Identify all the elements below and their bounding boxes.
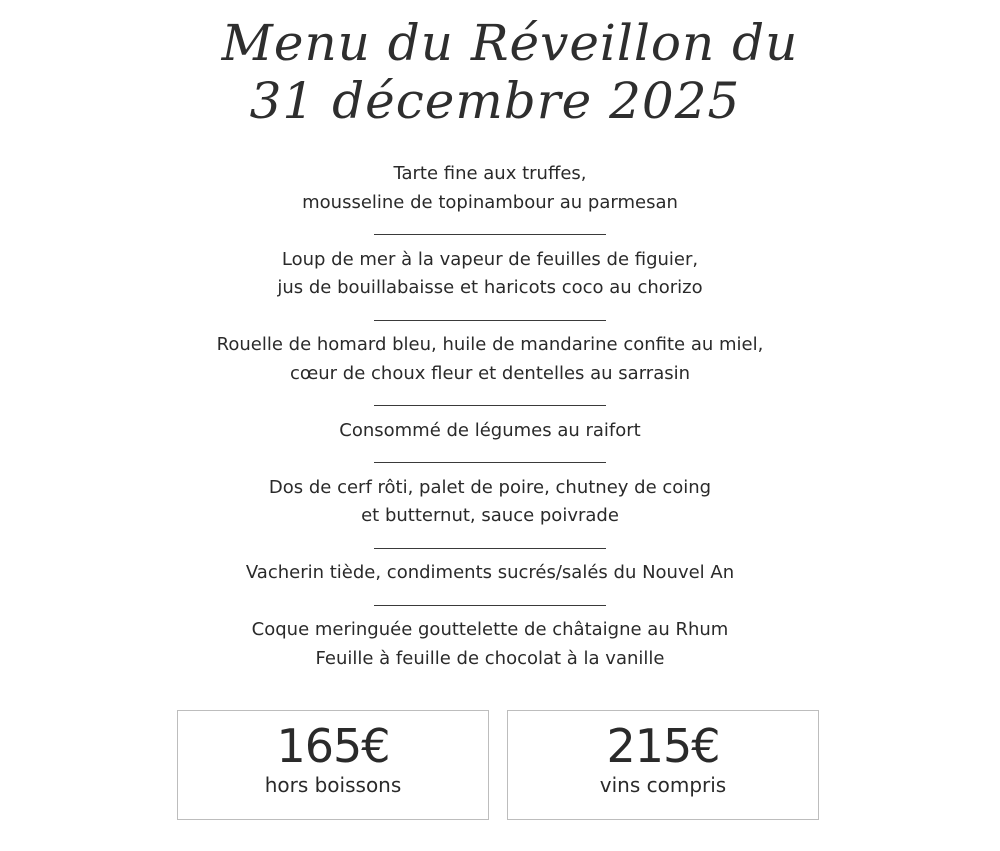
course-line: Dos de cerf rôti, palet de poire, chutney de coing [268, 476, 712, 498]
course-2 [0, 246, 980, 303]
course-6 [0, 559, 980, 588]
course-line: Consommé de légumes au raifort [339, 419, 641, 441]
price-label: hors boissons [264, 773, 402, 797]
course-divider [0, 531, 980, 560]
course-line: Vacherin tiède, condiments sucrés/salés du Nouvel An [245, 562, 735, 583]
menu-title [0, 14, 1000, 130]
course-5 [0, 474, 980, 531]
course-7 [0, 616, 980, 673]
course-line: cœur de choux fleur et dentelles au sarrasin [289, 362, 691, 384]
course-4 [0, 417, 980, 446]
course-3 [0, 331, 980, 388]
course-divider [0, 588, 980, 617]
price-box-without-drinks [177, 710, 489, 820]
menu-title-line-1: Menu du Réveillon du [221, 14, 799, 72]
course-line: Feuille à feuille de chocolat à la vanille [315, 647, 665, 669]
course-line: jus de bouillabaisse et haricots coco au chorizo [277, 277, 703, 298]
course-divider [0, 388, 980, 417]
menu-courses [0, 160, 980, 673]
course-line: mousseline de topinambour au parmesan [302, 191, 678, 213]
price-amount: 215€ [606, 719, 720, 773]
course-divider [0, 217, 980, 246]
course-1 [0, 160, 980, 217]
course-divider [0, 303, 980, 332]
course-line: et butternut, sauce poivrade [361, 505, 619, 526]
course-line: Loup de mer à la vapeur de feuilles de figuier, [281, 248, 699, 270]
price-label: vins compris [599, 773, 727, 797]
price-amount: 165€ [276, 719, 390, 773]
menu-title-line-2: 31 décembre 2025 [249, 72, 741, 130]
course-line: Tarte fine aux truffes, [393, 163, 587, 184]
course-line: Coque meringuée gouttelette de châtaigne au Rhum [251, 619, 729, 640]
course-divider [0, 445, 980, 474]
course-line: Rouelle de homard bleu, huile de mandarine confite au miel, [216, 334, 764, 355]
price-box-wine-included [507, 710, 819, 820]
